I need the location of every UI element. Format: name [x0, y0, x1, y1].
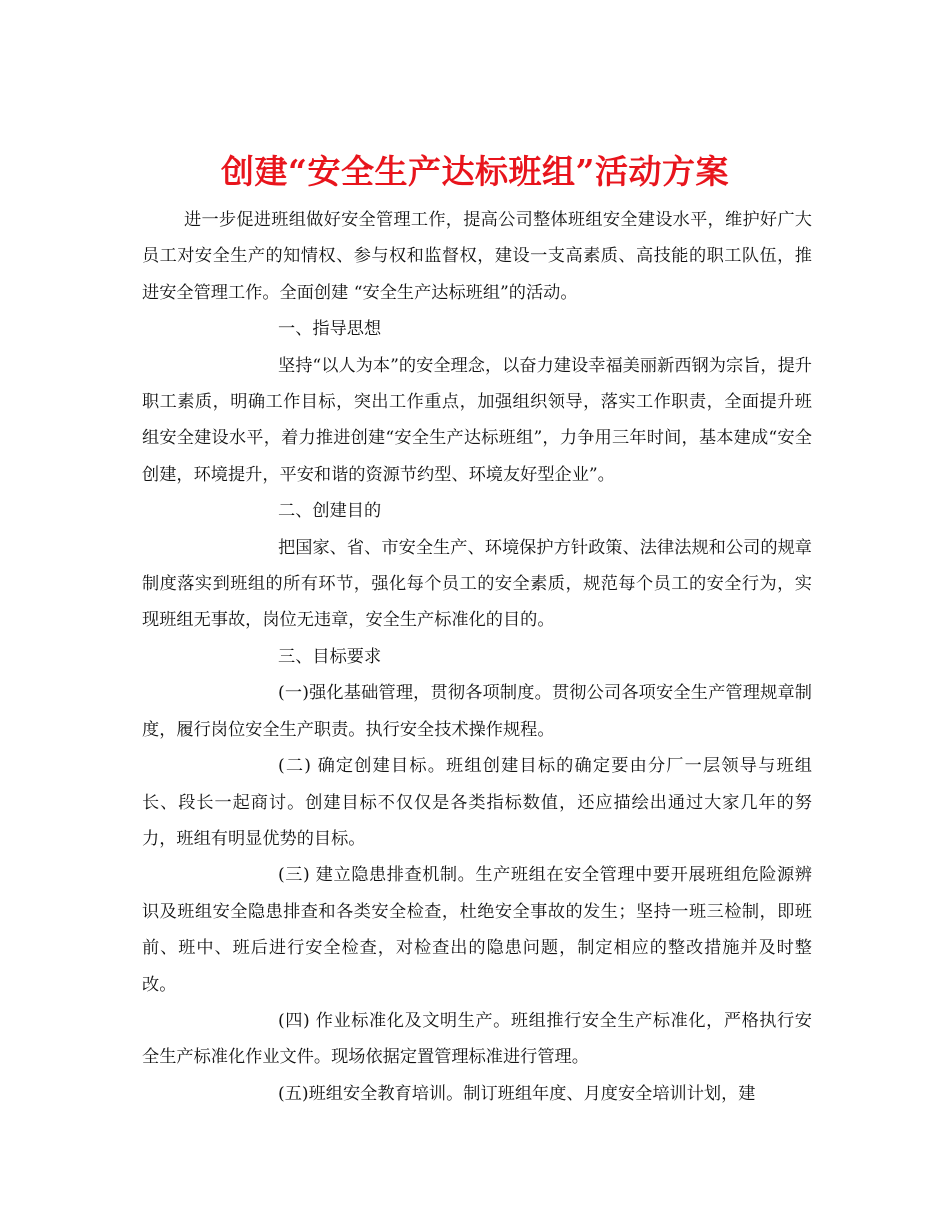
- section-heading-purpose: 二、创建目的: [278, 501, 382, 522]
- paragraph-requirement-1: (一)强化基础管理，贯彻各项制度。贯彻公司各项安全生产管理规章制度，履行岗位安全生产职责。执行安全技术操作规程。: [142, 683, 812, 740]
- document-body: [142, 202, 812, 1112]
- paragraph-guiding-ideology: 坚持“以人为本”的安全理念，以奋力建设幸福美丽新西钢为宗旨，提升职工素质，明确工作目标，突出工作重点，加强组织领导，落实工作职责，全面提升班组安全建设水平，着力推进创建“安全生产达标班组”，力争用三年时间，基本建成“安全创建，环境提升，平安和谐的资源节约型、环境友好型企业”。: [142, 355, 812, 485]
- paragraph-requirement-4: (四) 作业标准化及文明生产。班组推行安全生产标准化，严格执行安全生产标准化作业文件。现场依据定置管理标准进行管理。: [142, 1010, 812, 1068]
- document-title: 创建“安全生产达标班组”活动方案: [221, 152, 729, 192]
- paragraph-requirement-2: (二) 确定创建目标。班组创建目标的确定要由分厂一层领导与班组长、段长一起商讨。创建目标不仅仅是各类指标数值，还应描绘出通过大家几年的努力，班组有明显优势的目标。: [142, 756, 812, 849]
- section-heading-requirements: 三、目标要求: [278, 646, 382, 667]
- paragraph-purpose: 把国家、省、市安全生产、环境保护方针政策、法律法规和公司的规章制度落实到班组的所有环节，强化每个员工的安全素质，规范每个员工的安全行为，实现班组无事故，岗位无违章，安全生产标准化的目的。: [142, 537, 812, 631]
- paragraph-requirement-3: (三) 建立隐患排查机制。生产班组在安全管理中要开展班组危险源辨识及班组安全隐患排查和各类安全检查，杜绝安全事故的发生；坚持一班三检制，即班前、班中、班后进行安全检查，对检查出的隐患问题，制定相应的整改措施并及时整改。: [142, 865, 812, 995]
- section-heading-guiding-ideology: 一、指导思想: [278, 319, 382, 340]
- intro-paragraph: 进一步促进班组做好安全管理工作，提高公司整体班组安全建设水平，维护好广大员工对安全生产的知情权、参与权和监督权，建设一支高素质、高技能的职工队伍，推进安全管理工作。全面创建 “安全生产达标班组”的活动。: [142, 210, 812, 303]
- paragraph-requirement-5: (五)班组安全教育培训。制订班组年度、月度安全培训计划，建: [278, 1083, 756, 1104]
